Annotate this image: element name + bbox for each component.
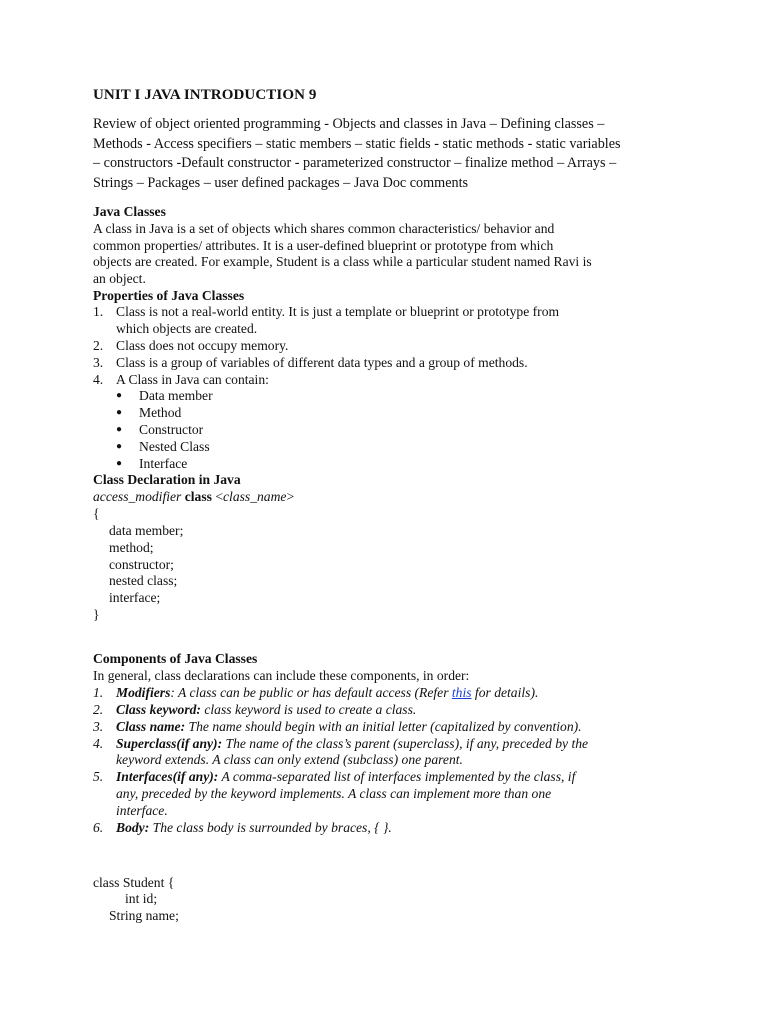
- section-heading-declaration: Class Declaration in Java: [93, 472, 241, 487]
- syllabus-line: Review of object oriented programming - Objects and classes in Java – Defining classes –: [93, 116, 605, 132]
- bullet-icon: ●: [116, 407, 123, 418]
- syllabus-line: – constructors -Default constructor - parameterized constructor – finalize method – Arrays –: [93, 155, 617, 171]
- list-number: 3.: [93, 719, 104, 734]
- refer-this-link[interactable]: this: [451, 685, 472, 700]
- component-term: Modifiers: [116, 685, 171, 700]
- unit-heading: UNIT I JAVA INTRODUCTION 9: [93, 87, 317, 103]
- component-item-cont: interface.: [116, 803, 168, 818]
- component-text: A comma-separated list of interfaces implemented by the class, if: [218, 769, 576, 784]
- declaration-body-line: nested class;: [109, 573, 178, 588]
- list-item-text: A Class in Java can contain:: [116, 372, 269, 387]
- list-item-text: Class does not occupy memory.: [116, 338, 289, 353]
- code-line: String name;: [109, 908, 179, 923]
- bullet-item: Nested Class: [139, 439, 210, 454]
- component-item: [116, 768, 575, 785]
- section-heading-components: Components of Java Classes: [93, 651, 258, 666]
- list-number: 1.: [93, 685, 104, 700]
- component-term: Class keyword:: [116, 702, 201, 717]
- section-heading-properties: Properties of Java Classes: [93, 288, 245, 303]
- paragraph-line: common properties/ attributes. It is a user-defined blueprint or prototype from which: [93, 238, 554, 253]
- component-item: [116, 684, 538, 701]
- declaration-body-line: method;: [109, 540, 154, 555]
- list-number: 2.: [93, 702, 104, 717]
- close-brace: }: [93, 607, 100, 622]
- component-item-cont: keyword extends. A class can only extend (subclass) one parent.: [116, 752, 463, 767]
- components-intro: In general, class declarations can include these components, in order:: [93, 668, 470, 683]
- component-text: for details).: [471, 685, 539, 700]
- bullet-item: Constructor: [139, 422, 204, 437]
- declaration-body-line: data member;: [109, 523, 184, 538]
- sig-name: class_name: [223, 489, 287, 504]
- component-term: Interfaces(if any):: [116, 769, 219, 784]
- paragraph-line: objects are created. For example, Student is a class while a particular student named Ravi is: [93, 254, 592, 269]
- component-term: Superclass(if any):: [116, 736, 223, 751]
- list-number: 3.: [93, 355, 104, 370]
- sig-modifier: access_modifier: [93, 489, 182, 504]
- paragraph-line: A class in Java is a set of objects which shares common characteristics/ behavior and: [93, 221, 555, 236]
- declaration-body-line: constructor;: [109, 557, 174, 572]
- bullet-icon: ●: [116, 458, 123, 469]
- bullet-icon: ●: [116, 424, 123, 435]
- syllabus-line: Methods - Access specifiers – static members – static fields - static methods - static variables: [93, 136, 621, 152]
- code-line: int id;: [125, 891, 158, 906]
- component-item: [116, 718, 582, 735]
- bullet-item: Method: [139, 405, 182, 420]
- code-line: class Student {: [93, 875, 175, 890]
- declaration-body-line: interface;: [109, 590, 161, 605]
- list-number: 1.: [93, 304, 104, 319]
- component-text: The class body is surrounded by braces, { }.: [149, 820, 392, 835]
- component-term: Body:: [116, 820, 150, 835]
- list-number: 6.: [93, 820, 104, 835]
- component-item: [116, 735, 588, 752]
- component-text: The name of the class’s parent (superclass), if any, preceded by the: [222, 736, 589, 751]
- component-term: Class name:: [116, 719, 186, 734]
- bullet-icon: ●: [116, 441, 123, 452]
- bullet-item: Interface: [139, 456, 188, 471]
- sig-close: >: [286, 489, 295, 504]
- list-number: 4.: [93, 736, 104, 751]
- sig-keyword: class: [184, 489, 212, 504]
- component-item-cont: any, preceded by the keyword implements. A class can implement more than one: [116, 786, 552, 801]
- bullet-icon: ●: [116, 390, 123, 401]
- list-number: 5.: [93, 769, 104, 784]
- list-number: 2.: [93, 338, 104, 353]
- component-item: [116, 701, 416, 718]
- component-text: : A class can be public or has default access (Refer: [170, 685, 452, 700]
- component-item: [116, 819, 392, 836]
- syllabus-line: Strings – Packages – user defined packages – Java Doc comments: [93, 175, 469, 191]
- declaration-signature: [93, 488, 294, 505]
- component-text: class keyword is used to create a class.: [200, 702, 417, 717]
- paragraph-line: an object.: [93, 271, 146, 286]
- list-number: 4.: [93, 372, 104, 387]
- sig-open: <: [215, 489, 224, 504]
- list-item-text: Class is a group of variables of different data types and a group of methods.: [116, 355, 528, 370]
- open-brace: {: [93, 506, 100, 521]
- list-item-text: which objects are created.: [116, 321, 258, 336]
- bullet-item: Data member: [139, 388, 213, 403]
- list-item-text: Class is not a real-world entity. It is just a template or blueprint or prototype from: [116, 304, 560, 319]
- section-heading-java-classes: Java Classes: [93, 204, 166, 219]
- component-text: The name should begin with an initial letter (capitalized by convention).: [185, 719, 582, 734]
